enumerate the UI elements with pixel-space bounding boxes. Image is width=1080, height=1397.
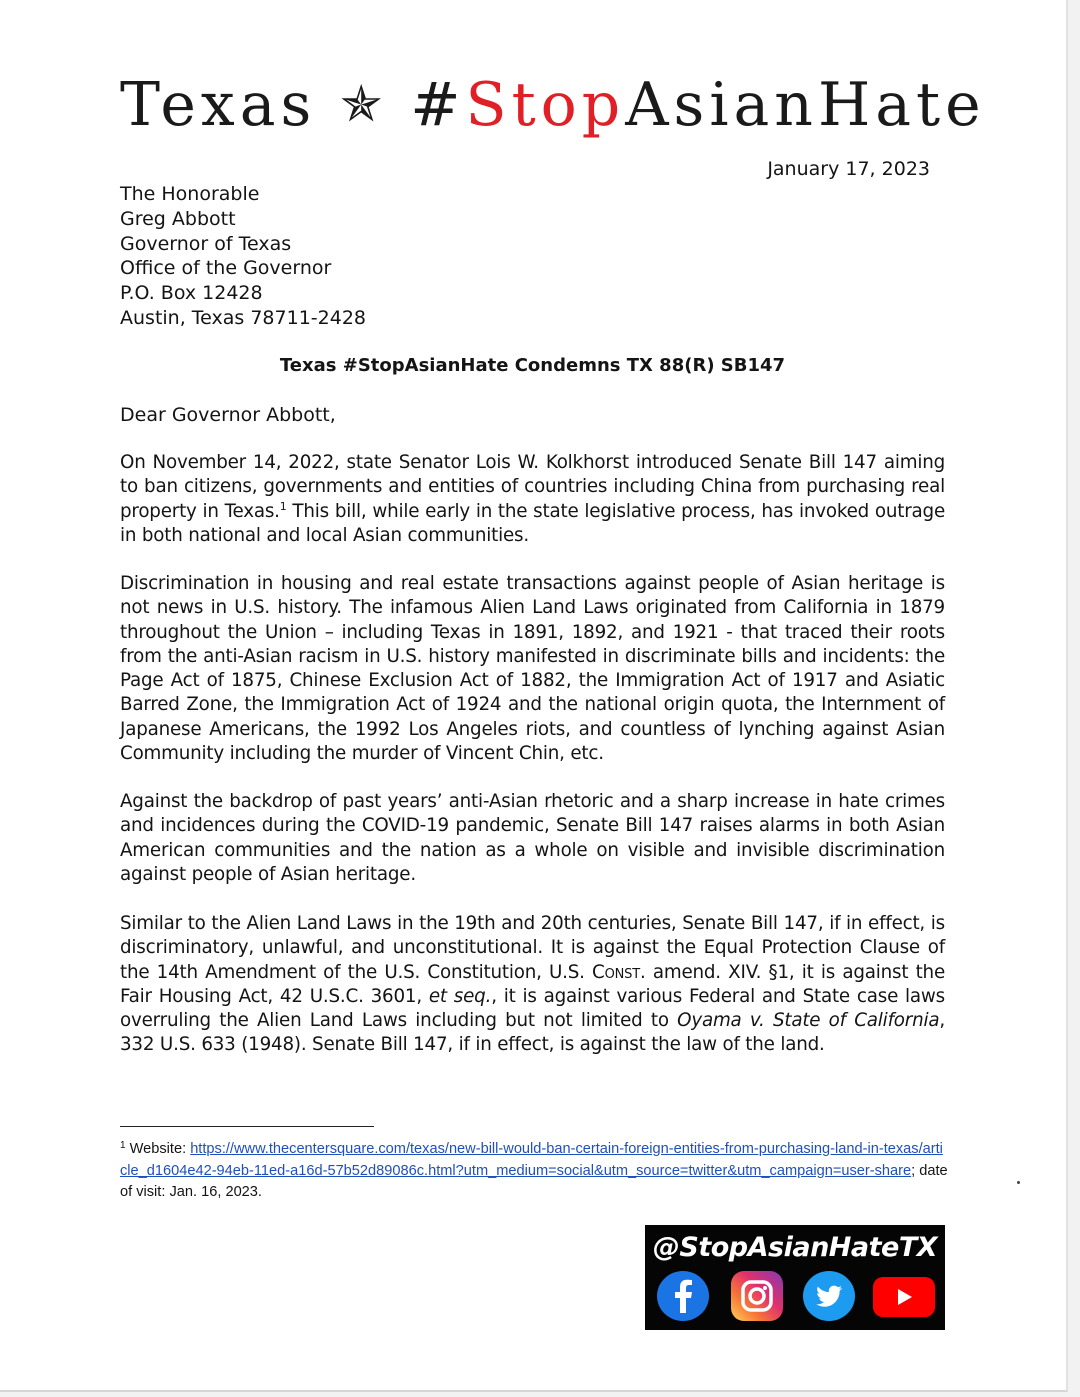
paragraph-1 (120, 451, 945, 548)
masthead (120, 68, 986, 141)
letter-date: January 17, 2023 (767, 158, 930, 180)
salutation: Dear Governor Abbott, (120, 404, 336, 426)
masthead-hash: # (410, 70, 466, 140)
paragraph-text: , 332 U.S. 633 (1948). Senate Bill 147, if in effect, is against the law of the land. (120, 1010, 945, 1056)
paragraph-4 (120, 912, 945, 1058)
footnote (120, 1139, 950, 1204)
facebook-icon[interactable] (657, 1271, 709, 1321)
address-line: P.O. Box 12428 (120, 282, 263, 305)
youtube-icon[interactable] (873, 1277, 935, 1317)
address-line: Austin, Texas 78711-2428 (120, 306, 366, 329)
footnote-divider (120, 1126, 374, 1127)
instagram-icon[interactable] (731, 1271, 783, 1321)
paragraph-3: Against the backdrop of past years’ anti-Asian rhetoric and a sharp increase in hate crimes and incidences during the COVID-19 pandemic, Senate Bill 147 raises alarms in both Asian American communities and the nation as a whole on visible and invisible discrimination against people of Asian heritage. (120, 791, 945, 885)
et-seq: et seq. (428, 985, 492, 1007)
paragraph-2: Discrimination in housing and real estate transactions against people of Asian heritage is not news in U.S. history. The infamous Alien Land Laws originated from California in 1879 throughout the Union – including Texas in 1891, 1892, and 1921 - that traced their roots from the anti-Asian racism in U.S. history manifested in discriminate bills and incidents: the Page Act of 1875, Chinese Exclusion Act of 1882, the Immigration Act of 1917 and Asiatic Barred Zone, the Immigration Act of 1924 and the national origin quota, the Internment of Japanese Americans, the 1992 Los Angeles riots, and countless of lynching against Asian Community including the murder of Vincent Chin, etc. (120, 573, 945, 765)
subject-line: Texas #StopAsianHate Condemns TX 88(R) SB147 (279, 355, 786, 376)
address-line: Greg Abbott (120, 207, 236, 230)
case-name: Oyama v. State of California (677, 1010, 940, 1032)
address-line: Governor of Texas (120, 232, 292, 255)
footnote-link[interactable]: https://www.thecentersquare.com/texas/new-bill-would-ban-certain-foreign-entities-from-purchasing-land-in-texas/article_d1604e42-94eb-11ed-a16d-57b52d89086c.html?utm_medium=social&utm_source=twitter&utm_campaign=user-share (120, 1141, 943, 1179)
social-handle: @StopAsianHateTX (652, 1232, 938, 1263)
star-icon: ✯ (340, 75, 383, 133)
masthead-stop: Stop (465, 70, 626, 140)
scan-speck (1017, 1181, 1020, 1184)
paragraph-text: This bill, while early in the state legislative process, has invoked outrage in both national and local Asian communities. (120, 500, 945, 546)
social-badge (645, 1225, 945, 1330)
recipient-address (120, 182, 366, 331)
address-line: The Honorable (120, 183, 260, 205)
footnote-reference[interactable]: 1 (279, 499, 287, 513)
const-abbreviation: Const. (592, 961, 646, 983)
twitter-icon[interactable] (803, 1271, 855, 1321)
footnote-tail: ; date of visit: Jan. 16, 2023. (120, 1162, 948, 1200)
masthead-texas: Texas (120, 70, 317, 140)
paragraph-text: , it is against various Federal and State case laws overruling the Alien Land Laws including but not limited to (120, 985, 946, 1032)
paragraph-text: On November 14, 2022, state Senator Lois W. Kolkhorst introduced Senate Bill 147 aiming to ban citizens, governments and entities of countries including China from purchasing real property in Texas. (120, 452, 945, 522)
masthead-asianhate: AsianHate (625, 70, 986, 140)
address-line: Office of the Governor (120, 257, 332, 280)
social-icons (657, 1271, 937, 1323)
paragraph-text: Similar to the Alien Land Laws in the 19th and 20th centuries, Senate Bill 147, if in effect, is discriminatory, unlawful, and unconstitutional. It is against the Equal Protection Clause of the 14th Amendment of the U.S. Constitution, U.S. (120, 913, 945, 983)
footnote-number: 1 (120, 1140, 126, 1151)
paragraph-text: amend. XIV. §1, it is against the Fair Housing Act, 42 U.S.C. 3601, (120, 961, 945, 1007)
footnote-label: Website: (125, 1141, 191, 1157)
